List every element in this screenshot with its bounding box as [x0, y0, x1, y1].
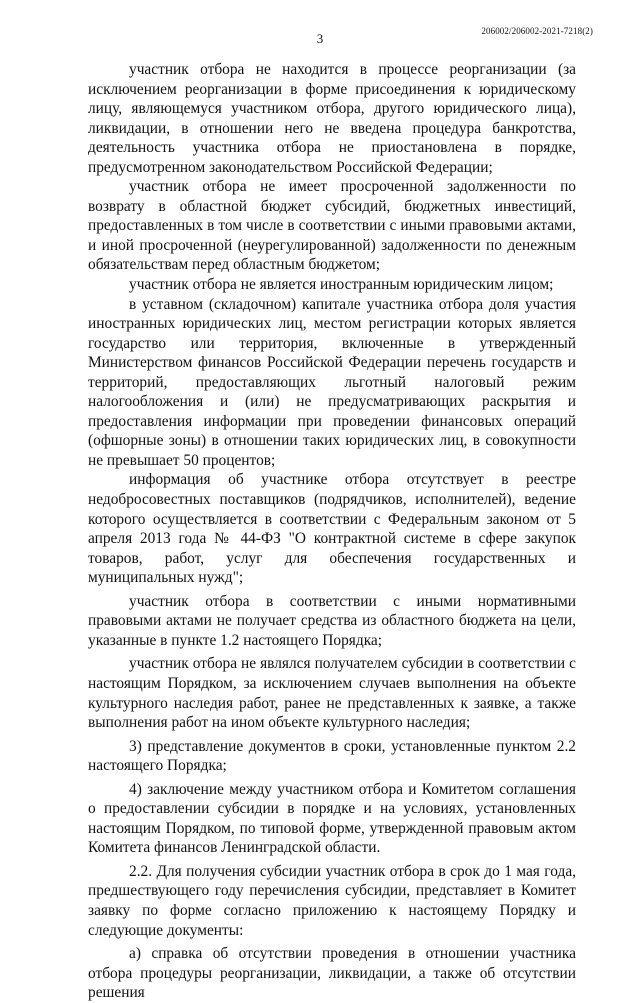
paragraph-item-a: а) справка об отсутствии проведения в отношении участника отбора процедуры реорганизации, ликвидации, а также об отсутствии решения: [88, 945, 576, 1002]
page-number: 3: [316, 31, 324, 46]
paragraph-condition-3: 3) представление документов в сроки, установленные пунктом 2.2 настоящего Порядка;: [88, 737, 576, 775]
paragraph-condition-4: 4) заключение между участником отбора и Комитетом соглашения о предоставлении субсидии в порядке и на условиях, установленных настоящим Порядком, по типовой форме, утвержденной правовым актом Комитета финансов Ленинградской области.: [88, 780, 576, 857]
document-id: 206002/206002-2021-7218(2): [481, 26, 593, 36]
document-body: [88, 60, 576, 1003]
paragraph-section-2-2: 2.2. Для получения субсидии участник отбора в срок до 1 мая года, предшествующего году перечисления субсидии, представляет в Комитет заявку по форме согласно приложению к настоящему Порядку и следующие документы:: [88, 862, 576, 939]
paragraph-not-foreign-entity: участник отбора не является иностранным юридическим лицом;: [129, 276, 554, 294]
paragraph-foreign-share-limit: в уставном (складочном) капитале участника отбора доля участия иностранных юридических лиц, местом регистрации которых является государство или территория, включенные в утвержденный Министерством финансов Российской Федерации перечень государств и территорий, предоставляющих льготный налоговый режим налогообложения и (или) не предусматривающих раскрытия и предоставления информации при проведении финансовых операций (офшорные зоны) в отношении таких юридических лиц, в совокупности не превышает 50 процентов;: [88, 295, 576, 469]
paragraph-no-overdue-debt: участник отбора не имеет просроченной задолженности по возврату в областной бюджет субсидий, бюджетных инвестиций, предоставленных в том числе в соответствии с иными правовыми актами, и иной просроченной (неурегулированной) задолженности по денежным обязательствам перед областным бюджетом;: [88, 178, 576, 274]
paragraph-unreliable-suppliers-registry: информация об участнике отбора отсутствует в реестре недобросовестных поставщиков (подрядчиков, исполнителей), ведение которого осуществляется в соответствии с Федеральным законом от 5 апреля 2013 года № 44-ФЗ "О контрактной системе в сфере закупок товаров, работ, услуг для обеспечения государственных и муниципальных нужд";: [88, 471, 576, 587]
paragraph-not-previous-recipient: участник отбора не являлся получателем субсидии в соответствии с настоящим Порядком, за исключением случаев выполнения на объекте культурного наследия работ, ранее не представленных к заявке, а также выполнения работ на ином объекте культурного наследия;: [88, 655, 576, 732]
paragraph-not-in-reorganization: участник отбора не находится в процессе реорганизации (за исключением реорганизации в форме присоединения к юридическому лицу, являющемуся участником отбора, другого юридического лица), ликвидации, в отношении него не введена процедура банкротства, деятельность участника отбора не приостановлена в порядке, предусмотренном законодательством Российской Федерации;: [88, 61, 576, 176]
paragraph-no-other-budget-funds: участник отбора в соответствии с иными нормативными правовыми актами не получает средства из областного бюджета на цели, указанные в пункте 1.2 настоящего Порядка;: [88, 592, 576, 649]
